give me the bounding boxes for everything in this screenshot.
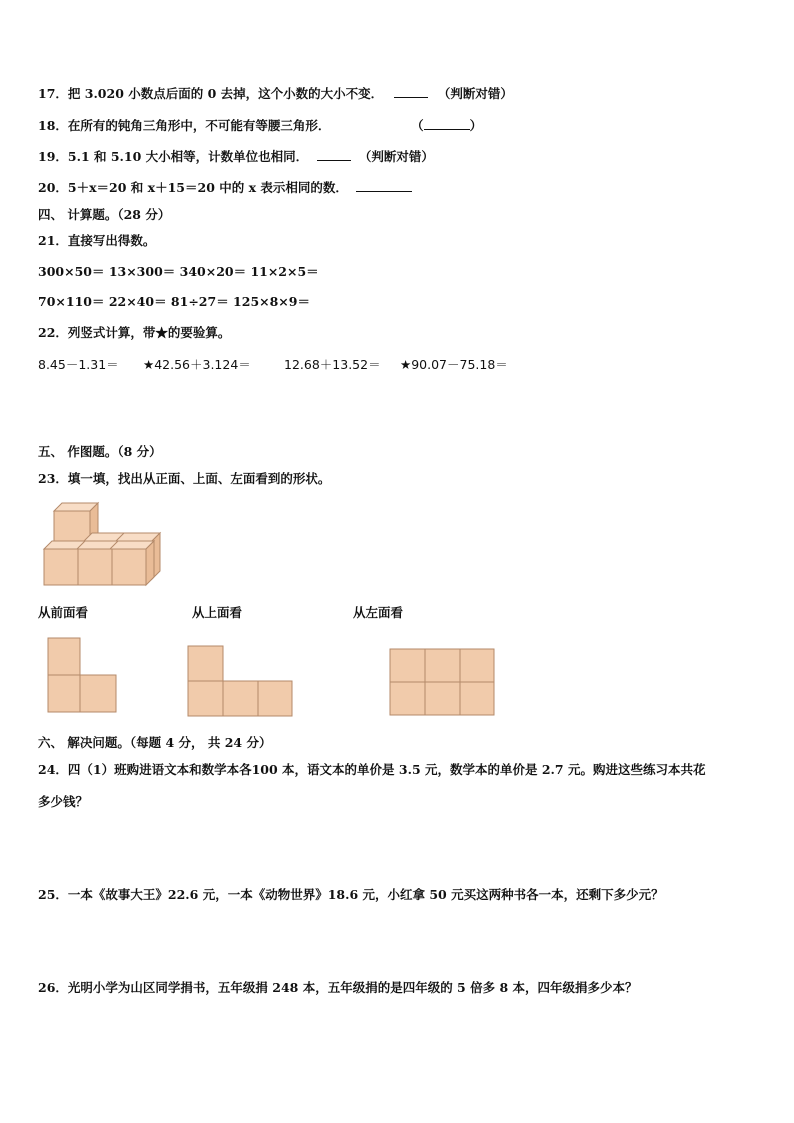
- view-label-top: 从上面看: [192, 605, 243, 620]
- question-18-paren-close: ）: [469, 118, 483, 133]
- question-26-text: 26．光明小学为山区同学捐书，五年级捐 248 本，五年级捐的是四年级的 5 倍多 8 本，四年级捐多少本？: [38, 980, 638, 995]
- question-19: [38, 147, 434, 165]
- question-22-text: 22．列竖式计算，带★的要验算。: [38, 325, 231, 340]
- question-24-line-2: 多少钱？: [38, 794, 89, 809]
- answer-blank-19[interactable]: [317, 148, 351, 161]
- view-square: [188, 646, 223, 681]
- section-5-title: 五、 作图题。（8 分）: [38, 444, 162, 459]
- question-21-row-1: 300×50＝ 13×300＝ 340×20＝ 11×2×5＝: [38, 264, 319, 279]
- calc-item-1: 8.45－1.31＝: [38, 357, 119, 372]
- question-17-text: 17．把 3.020 小数点后面的 0 去掉，这个小数的大小不变．: [38, 86, 384, 101]
- question-20: [38, 178, 412, 196]
- front-view-figure: [47, 637, 119, 715]
- answer-blank-20[interactable]: [356, 179, 412, 192]
- view-square: [390, 682, 425, 715]
- calc-item-2: ★42.56＋3.124＝: [143, 357, 251, 372]
- view-square: [188, 681, 223, 716]
- question-19-text: 19．5.1 和 5.10 大小相等，计数单位也相同．: [38, 149, 309, 164]
- view-square: [258, 681, 292, 716]
- view-label-front: 从前面看: [38, 605, 89, 620]
- view-square: [425, 649, 460, 682]
- question-19-suffix: （判断对错）: [358, 149, 434, 164]
- question-17-suffix: （判断对错）: [437, 86, 513, 101]
- section-6-title: 六、 解决问题。（每题 4 分， 共 24 分）: [38, 735, 272, 750]
- question-25-text: 25．一本《故事大王》22.6 元，一本《动物世界》18.6 元，小红拿 50 元买这两种书各一本，还剩下多少元？: [38, 887, 664, 902]
- answer-blank-18[interactable]: [424, 117, 470, 130]
- view-square: [48, 675, 80, 712]
- question-21-row-2: 70×110＝ 22×40＝ 81÷27＝ 125×8×9＝: [38, 294, 310, 309]
- cube-face: [44, 549, 78, 585]
- view-square: [425, 682, 460, 715]
- cube-face: [78, 549, 112, 585]
- view-label-left: 从左面看: [353, 605, 404, 620]
- view-square: [48, 638, 80, 675]
- question-20-text: 20．5＋x＝20 和 x＋15＝20 中的 x 表示相同的数．: [38, 180, 348, 195]
- calc-item-3: 12.68＋13.52＝: [284, 357, 381, 372]
- question-21-text: 21．直接写出得数。: [38, 233, 156, 248]
- left-view-figure: [389, 648, 497, 718]
- question-23-text: 23．填一填，找出从正面、上面、左面看到的形状。: [38, 471, 331, 486]
- answer-blank-17[interactable]: [394, 85, 428, 98]
- view-square: [390, 649, 425, 682]
- question-17: [38, 84, 513, 102]
- calc-item-4: ★90.07－75.18＝: [400, 357, 508, 372]
- view-square: [223, 681, 258, 716]
- view-square: [460, 649, 494, 682]
- question-18: [38, 116, 482, 134]
- cube-face: [146, 541, 154, 585]
- view-square: [460, 682, 494, 715]
- top-view-figure: [187, 645, 295, 719]
- view-square: [80, 675, 116, 712]
- question-18-paren-open: （: [411, 118, 424, 133]
- question-24-line-1: 24．四（1）班购进语文本和数学本各100 本，语文本的单价是 3.5 元，数学本的单价是 2.7 元。购进这些练习本共花: [38, 762, 706, 777]
- cube-face: [112, 549, 146, 585]
- cube-stack-figure: [40, 497, 172, 589]
- section-4-title: 四、 计算题。（28 分）: [38, 207, 171, 222]
- question-18-text: 18．在所有的钝角三角形中，不可能有等腰三角形．: [38, 118, 331, 133]
